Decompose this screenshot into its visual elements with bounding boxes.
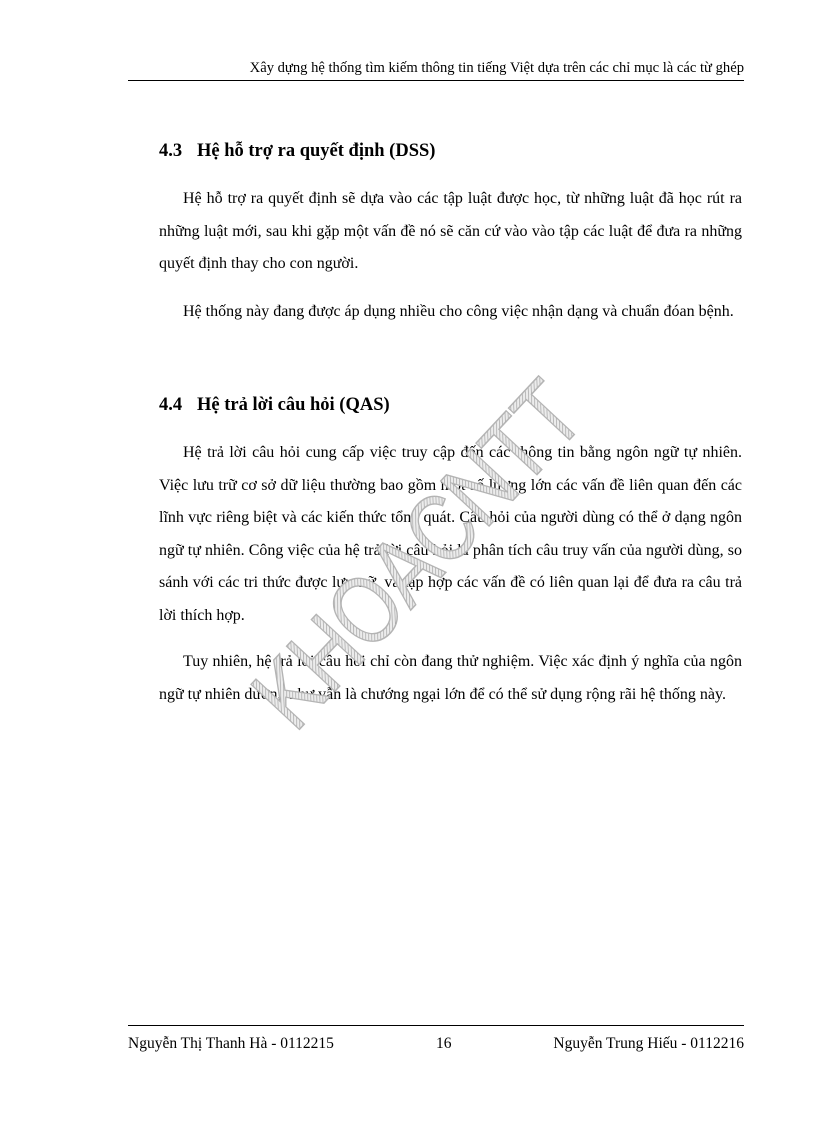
section-heading-4-3 [159, 139, 435, 163]
paragraph: Hệ hỗ trợ ra quyết định sẽ dựa vào các tập luật được học, từ những luật đã học rút ra những luật mới, sau khi gặp một vấn đề nó sẽ căn cứ vào vào tập các luật để đưa ra những quyết định thay cho con người. [159, 190, 742, 272]
section-number: 4.4 [159, 395, 183, 415]
running-header: Xây dựng hệ thống tìm kiếm thông tin tiếng Việt dựa trên các chỉ mục là các từ ghép [249, 60, 744, 76]
paragraph: Hệ thống này đang được áp dụng nhiều cho công việc nhận dạng và chuẩn đóan bệnh. [183, 303, 734, 320]
paragraph: Tuy nhiên, hệ trả lời câu hỏi chỉ còn đang thử nghiệm. Việc xác định ý nghĩa của ngôn ngữ tự nhiên dường như vẫn là chướng ngại lớn để có thể sử dụng rộng rãi hệ thống này. [159, 653, 742, 703]
header-rule [128, 80, 744, 81]
watermark-text: KHOACNTT [232, 354, 607, 749]
section-heading-4-4 [159, 393, 390, 417]
paragraph: Hệ trả lời câu hỏi cung cấp việc truy cập đến các thông tin bằng ngôn ngữ tự nhiên. Việc lưu trữ cơ sở dữ liệu thường bao gồm một số lượng lớn các vấn đề liên quan đến các lĩnh vực riêng biệt và các kiến thức tổng quát. Câu hỏi của người dùng có thể ở dạng ngôn ngữ tự nhiên. Công việc của hệ trả lời câu hỏi là phân tích câu truy vấn của người dùng, so sánh với các tri thức được lưu trữ, và tập hợp các vấn đề có liên quan lại để đưa ra câu trả lời thích hợp. [159, 444, 742, 624]
section-title-text: Hệ hỗ trợ ra quyết định (DSS) [197, 141, 436, 161]
footer-author-left: Nguyễn Thị Thanh Hà - 0112215 [128, 1035, 334, 1052]
section-number: 4.3 [159, 141, 183, 161]
section-title-text: Hệ trả lời câu hỏi (QAS) [197, 395, 390, 415]
footer-author-right: Nguyễn Trung Hiếu - 0112216 [553, 1035, 744, 1052]
page-number: 16 [436, 1035, 452, 1052]
footer-rule [128, 1025, 744, 1026]
